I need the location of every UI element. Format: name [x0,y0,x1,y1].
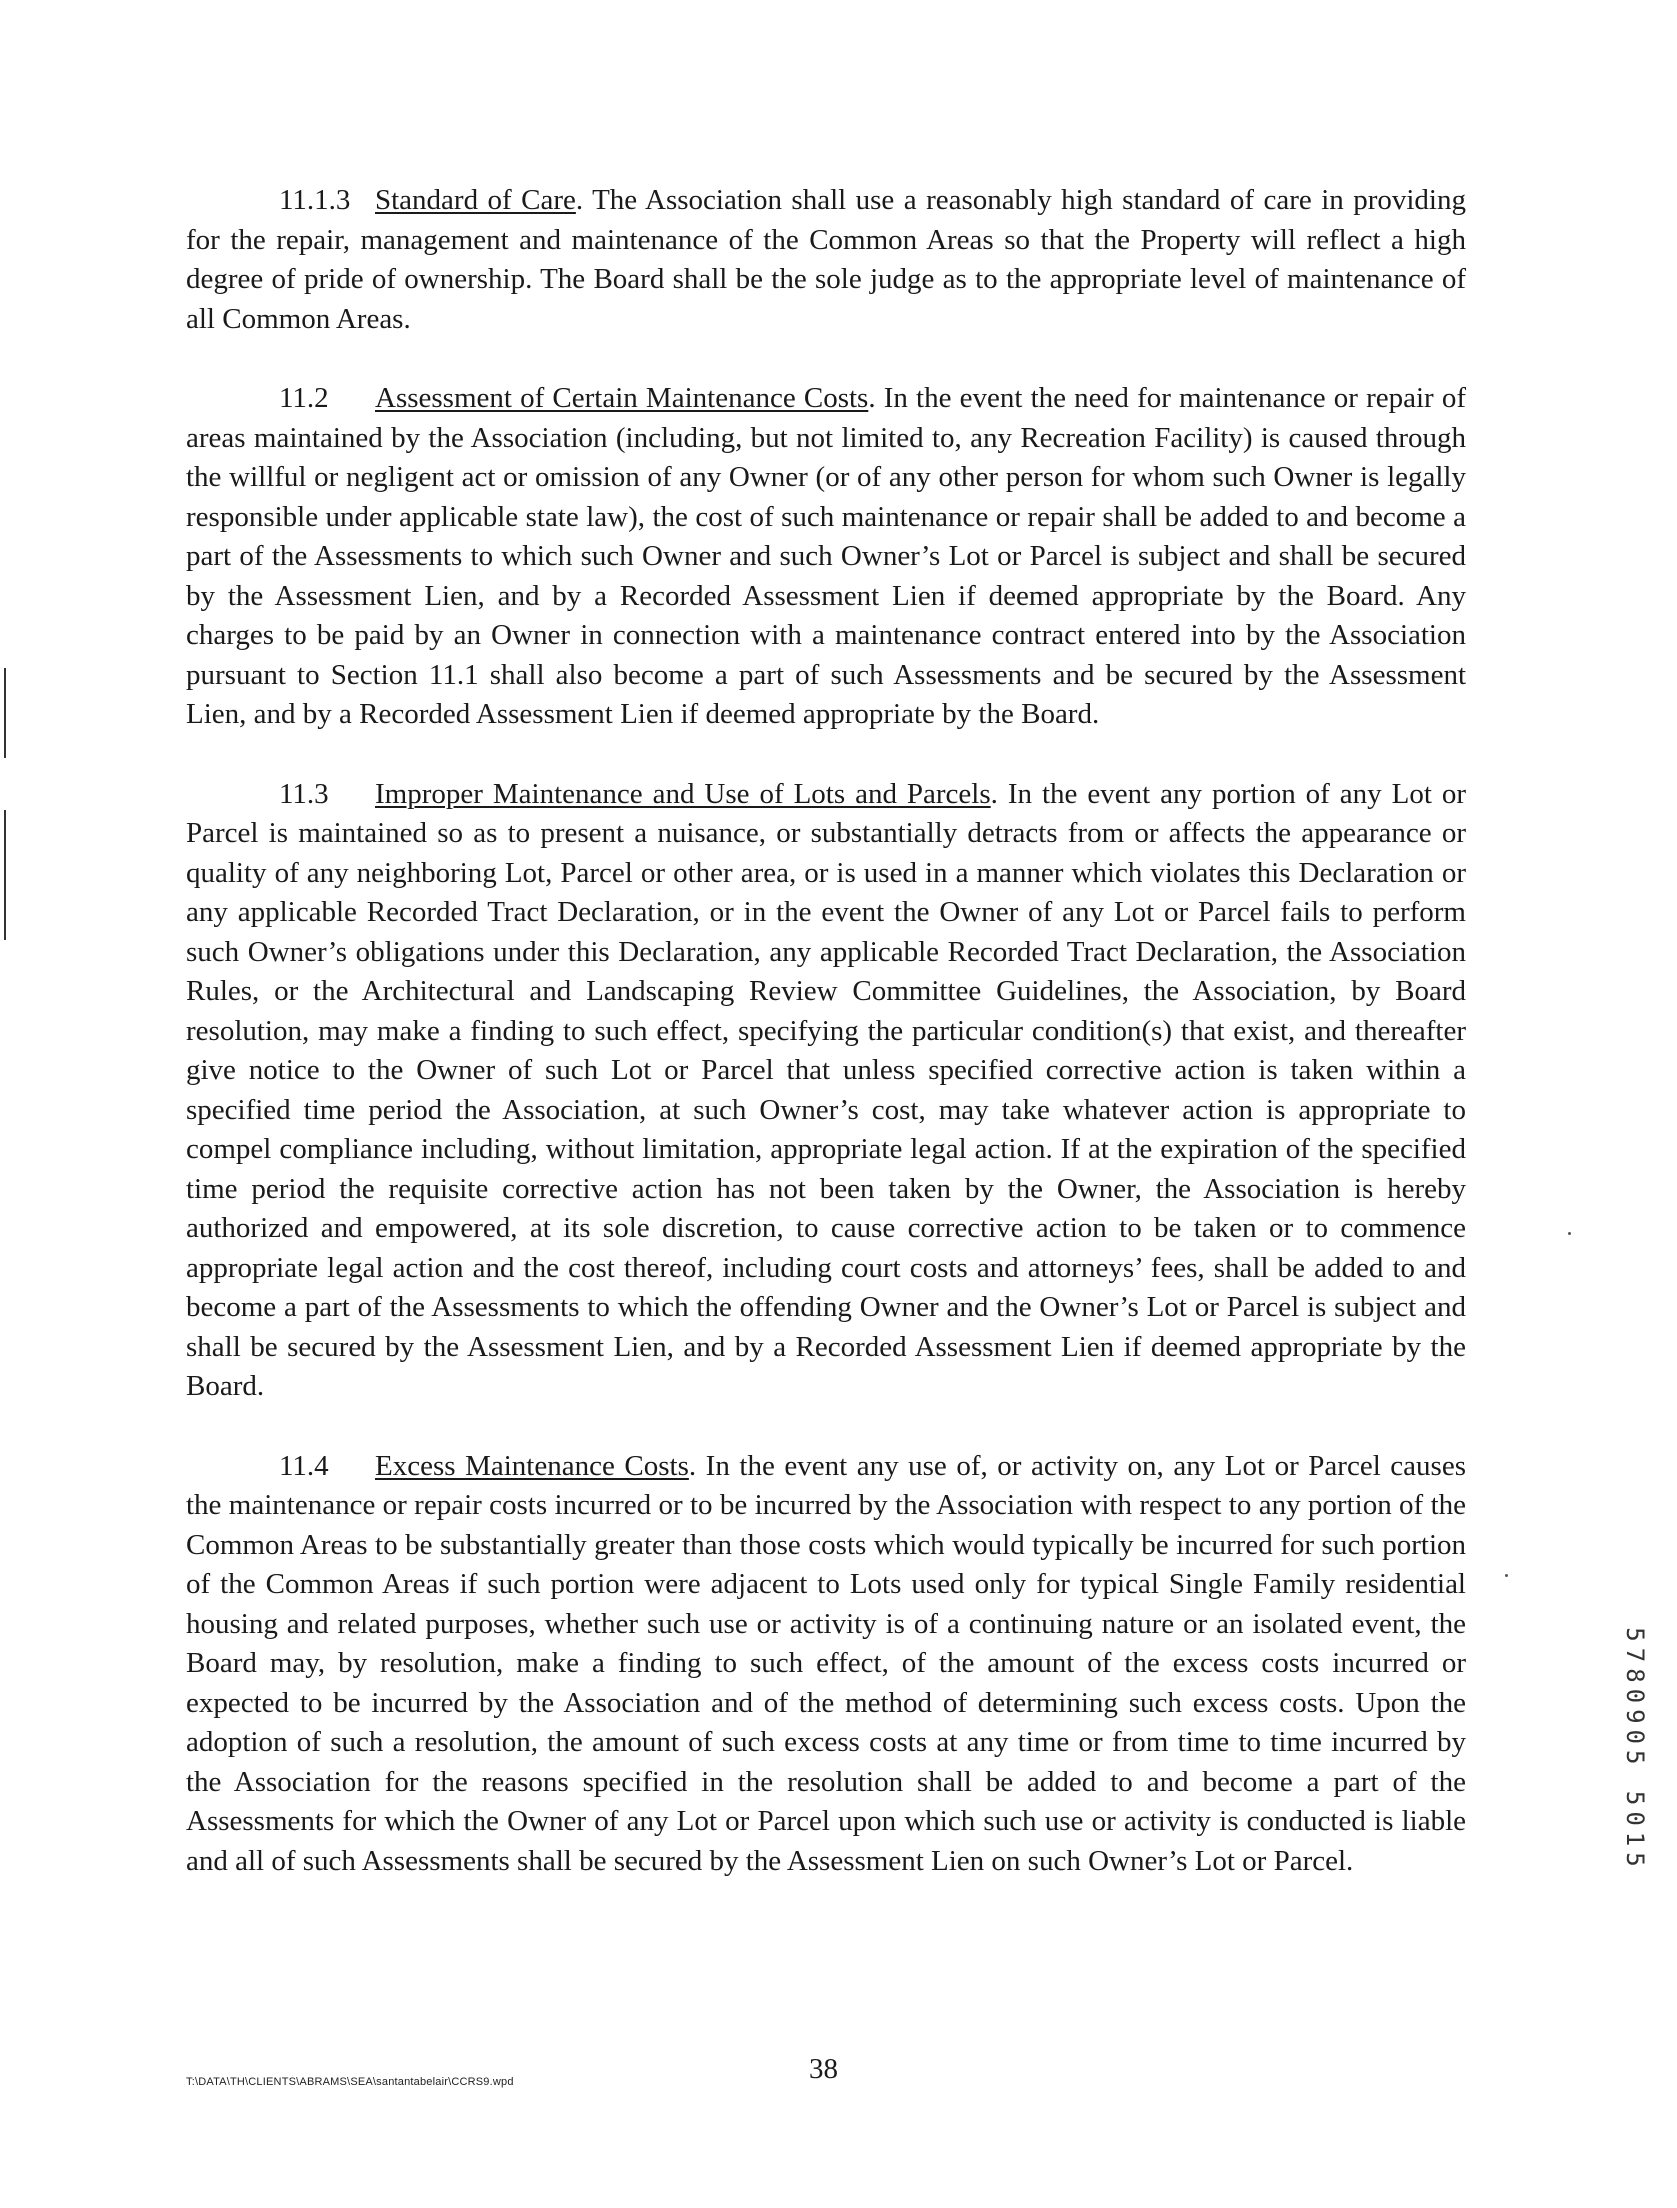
section-heading: Standard of Care [375,184,576,216]
section-heading: Assessment of Certain Maintenance Costs [375,382,869,414]
footer-file-path: T:\DATA\TH\CLIENTS\ABRAMS\SEA\santantabelair\CCRS9.wpd [186,2076,514,2088]
section-number: 11.4 [279,1449,329,1482]
section-body: . In the event any portion of any Lot or Parcel is maintained so as to present a nuisance, or substantially detracts from or affects the appearance or quality of any neighboring Lot, Parcel or other area, or is used in a manner which violates this Declaration or any applicable Recorded Tract Declaration, or in the event the Owner of any Lot or Parcel fails to perform such Owner’s obligations under this Declaration, any applicable Recorded Tract Declaration, the Association Rules, or the Architectural and Landscaping Review Committee Guidelines, the Association, by Board resolution, may make a finding to such effect, specifying the particular condition(s) that exist, and thereafter give notice to the Owner of such Lot or Parcel that unless specified corrective action is taken within a specified time period the Association, at such Owner’s cost, may take whatever action is appropriate to compel compliance including, without limitation, appropriate legal action. If at the expiration of the specified time period the requisite corrective action has not been taken by the Owner, the Association is hereby authorized and empowered, at its sole discretion, to cause corrective action to be taken or to commence appropriate legal action and the cost thereof, including court costs and attorneys’ fees, shall be added to and become a part of the Assessments to which the offending Owner and the Owner’s Lot or Parcel is subject and shall be secured by the Assessment Lien, and by a Recorded Assessment Lien if deemed appropriate by the Board. [186,777,1466,1402]
section-11-2 [186,379,1466,735]
section-body: . In the event the need for maintenance or repair of areas maintained by the Association (including, but not limited to, any Recreation Facility) is caused through the willful or negligent act or omission of any Owner (or of any other person for whom such Owner is legally responsible under applicable state law), the cost of such maintenance or repair shall be added to and become a part of the Assessments to which such Owner and such Owner’s Lot or Parcel is subject and shall be secured by the Assessment Lien, and by a Recorded Assessment Lien if deemed appropriate by the Board. Any charges to be paid by an Owner in connection with a maintenance contract entered into by the Association pursuant to Section 11.1 shall also become a part of such Assessments and be secured by the Assessment Lien, and by a Recorded Assessment Lien if deemed appropriate by the Board. [186,382,1466,730]
section-11-1-3 [186,181,1466,339]
section-body: . In the event any use of, or activity on, any Lot or Parcel causes the maintenance or repair costs incurred or to be incurred by the Association with respect to any portion of the Common Areas to be substantially greater than those costs which would typically be incurred for such portion of the Common Areas if such portion were adjacent to Lots used only for typical Single Family residential housing and related purposes, whether such use or activity is of a continuing nature or an isolated event, the Board may, by resolution, make a finding to such effect, of the amount of the excess costs incurred or expected to be incurred by the Association and of the method of determining such excess costs. Upon the adoption of such a resolution, the amount of such excess costs at any time or from time to time incurred by the Association for the reasons specified in the resolution shall be added to and become a part of the Assessments for which the Owner of any Lot or Parcel upon which such use or activity is conducted is liable and all of such Assessments shall be secured by the Assessment Lien on such Owner’s Lot or Parcel. [186,1449,1466,1877]
section-11-4 [186,1447,1466,1882]
margin-stamp [1620,1570,1650,1930]
section-heading: Excess Maintenance Costs [375,1449,689,1482]
section-number: 11.1.3 [279,184,351,216]
scan-speck [1505,1574,1508,1577]
document-body [186,181,1466,1921]
section-body: . The Association shall use a reasonably high standard of care in providing for the repair, management and maintenance of the Common Areas so that the Property will reflect a high degree of pride of ownership. The Board shall be the sole judge as to the appropriate level of maintenance of all Common Areas. [186,184,1466,335]
section-heading: Improper Maintenance and Use of Lots and Parcels [375,777,991,810]
margin-change-bar [4,810,6,940]
page-number: 38 [809,2053,838,2085]
margin-change-bar [4,668,6,758]
section-11-3 [186,775,1466,1407]
section-number: 11.3 [279,777,329,810]
section-number: 11.2 [279,382,329,414]
margin-stamp-text: 5780905 5015 [1621,1627,1649,1873]
scan-speck [1568,1232,1571,1235]
